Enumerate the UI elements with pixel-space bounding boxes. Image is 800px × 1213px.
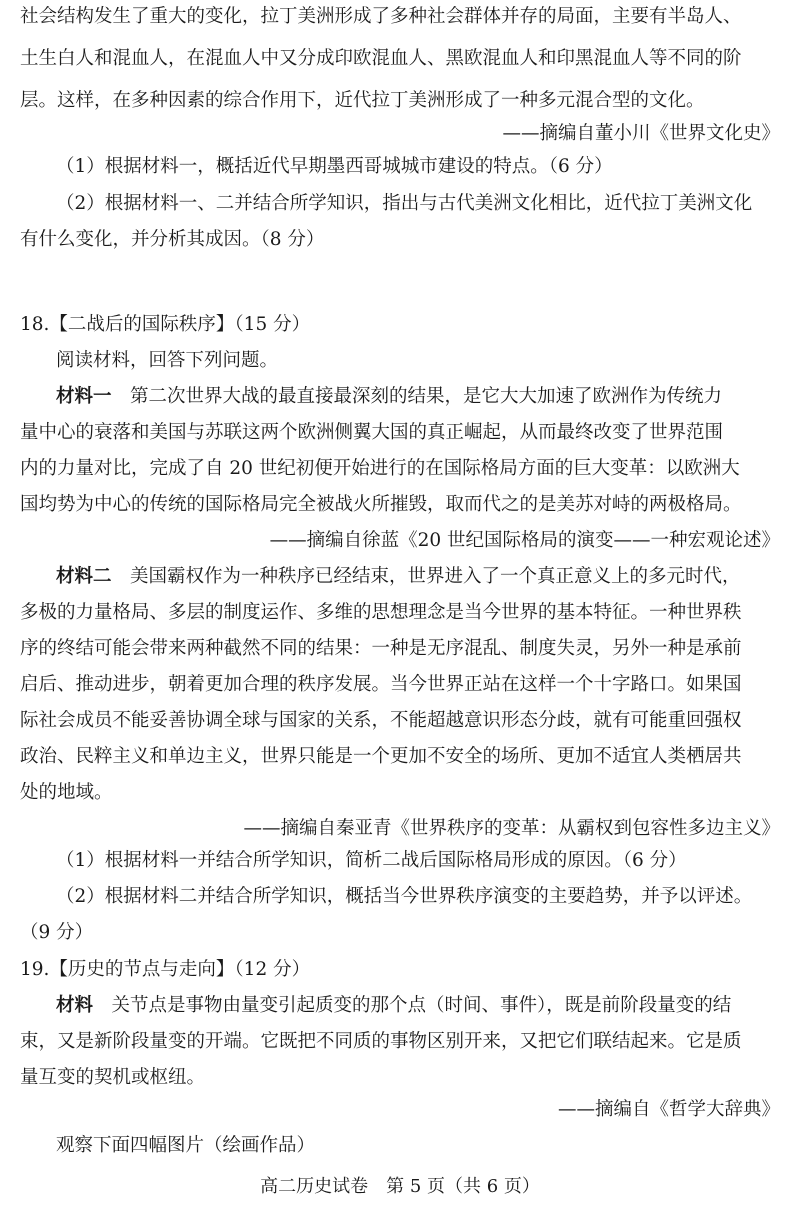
instruction-text: 阅读材料，回答下列问题。 [56, 350, 279, 371]
source-citation: ——摘编自徐蓝《20 世纪国际格局的演变——一种宏观论述》 [269, 530, 780, 551]
question-1: （1）根据材料一，概括近代早期墨西哥城城市建设的特点。（6 分） [56, 156, 613, 177]
material-line: 量互变的契机或枢纽。 [20, 1067, 206, 1088]
material-2-line: 政治、民粹主义和单边主义，世界只能是一个更加不安全的场所、更加不适宜人类栖居共 [20, 746, 742, 767]
source-citation: ——摘编自秦亚青《世界秩序的变革：从霸权到包容性多边主义》 [243, 818, 780, 839]
material-1-line: 内的力量对比，完成了自 20 世纪初便开始进行的在国际格局方面的巨大变革：以欧洲大 [20, 458, 740, 479]
material-2-line: 际社会成员不能妥善协调全球与国家的关系，不能超越意识形态分歧，就有可能重回强权 [20, 710, 742, 731]
instruction-text: 观察下面四幅图片（绘画作品） [56, 1135, 316, 1156]
paragraph-line: 社会结构发生了重大的变化，拉丁美洲形成了多种社会群体并存的局面，主要有半岛人、 [20, 6, 742, 27]
question-2-cont: 有什么变化，并分析其成因。（8 分） [20, 229, 325, 250]
material-1-line: 国均势为中心的传统的国际格局完全被战火所摧毁，取而代之的是美苏对峙的两极格局。 [20, 494, 742, 515]
source-citation: ——摘编自《哲学大辞典》 [557, 1099, 780, 1120]
material-label: 材料 [56, 995, 94, 1016]
material-1-line [56, 382, 780, 412]
material-line [56, 991, 780, 1021]
material-1-line: 量中心的衰落和美国与苏联这两个欧洲侧翼大国的真正崛起，从而最终改变了世界范围 [20, 422, 724, 443]
material-2-line: 序的终结可能会带来两种截然不同的结果：一种是无序混乱、制度失灵，另外一种是承前 [20, 638, 742, 659]
paragraph-line: 土生白人和混血人，在混血人中又分成印欧混血人、黑欧混血人和印黑混血人等不同的阶 [20, 48, 742, 69]
material-2-line: 启后、推动进步，朝着更加合理的秩序发展。当今世界正站在这样一个十字路口。如果国 [20, 674, 742, 695]
paragraph-line: 层。这样，在多种因素的综合作用下，近代拉丁美洲形成了一种多元混合型的文化。 [20, 90, 705, 111]
material-text: 关节点是事物由量变引起质变的那个点（时间、事件），既是前阶段量变的结 [111, 995, 732, 1016]
material-label: 材料二 [56, 566, 112, 587]
question-heading: 18.【二战后的国际秩序】（15 分） [20, 314, 311, 335]
material-text: 美国霸权作为一种秩序已经结束，世界进入了一个真正意义上的多元时代， [130, 566, 741, 587]
material-label: 材料一 [56, 386, 112, 407]
question-2: （2）根据材料一、二并结合所学知识，指出与古代美洲文化相比，近代拉丁美洲文化 [56, 193, 753, 214]
material-text: 第二次世界大战的最直接最深刻的结果，是它大大加速了欧洲作为传统力 [130, 386, 723, 407]
question-2-cont: （9 分） [20, 922, 94, 943]
material-2-line: 处的地域。 [20, 782, 113, 803]
question-2: （2）根据材料二并结合所学知识，概括当今世界秩序演变的主要趋势，并予以评述。 [56, 886, 753, 907]
question-1: （1）根据材料一并结合所学知识，简析二战后国际格局形成的原因。（6 分） [56, 850, 687, 871]
page-footer: 高二历史试卷 第 5 页（共 6 页） [260, 1176, 540, 1197]
source-citation: ——摘编自董小川《世界文化史》 [502, 123, 780, 144]
material-line: 束，又是新阶段量变的开端。它既把不同质的事物区别开来，又把它们联结起来。它是质 [20, 1031, 742, 1052]
material-2-line: 多极的力量格局、多层的制度运作、多维的思想理念是当今世界的基本特征。一种世界秩 [20, 602, 742, 623]
question-heading: 19.【历史的节点与走向】（12 分） [20, 959, 311, 980]
material-2-line [56, 562, 780, 592]
